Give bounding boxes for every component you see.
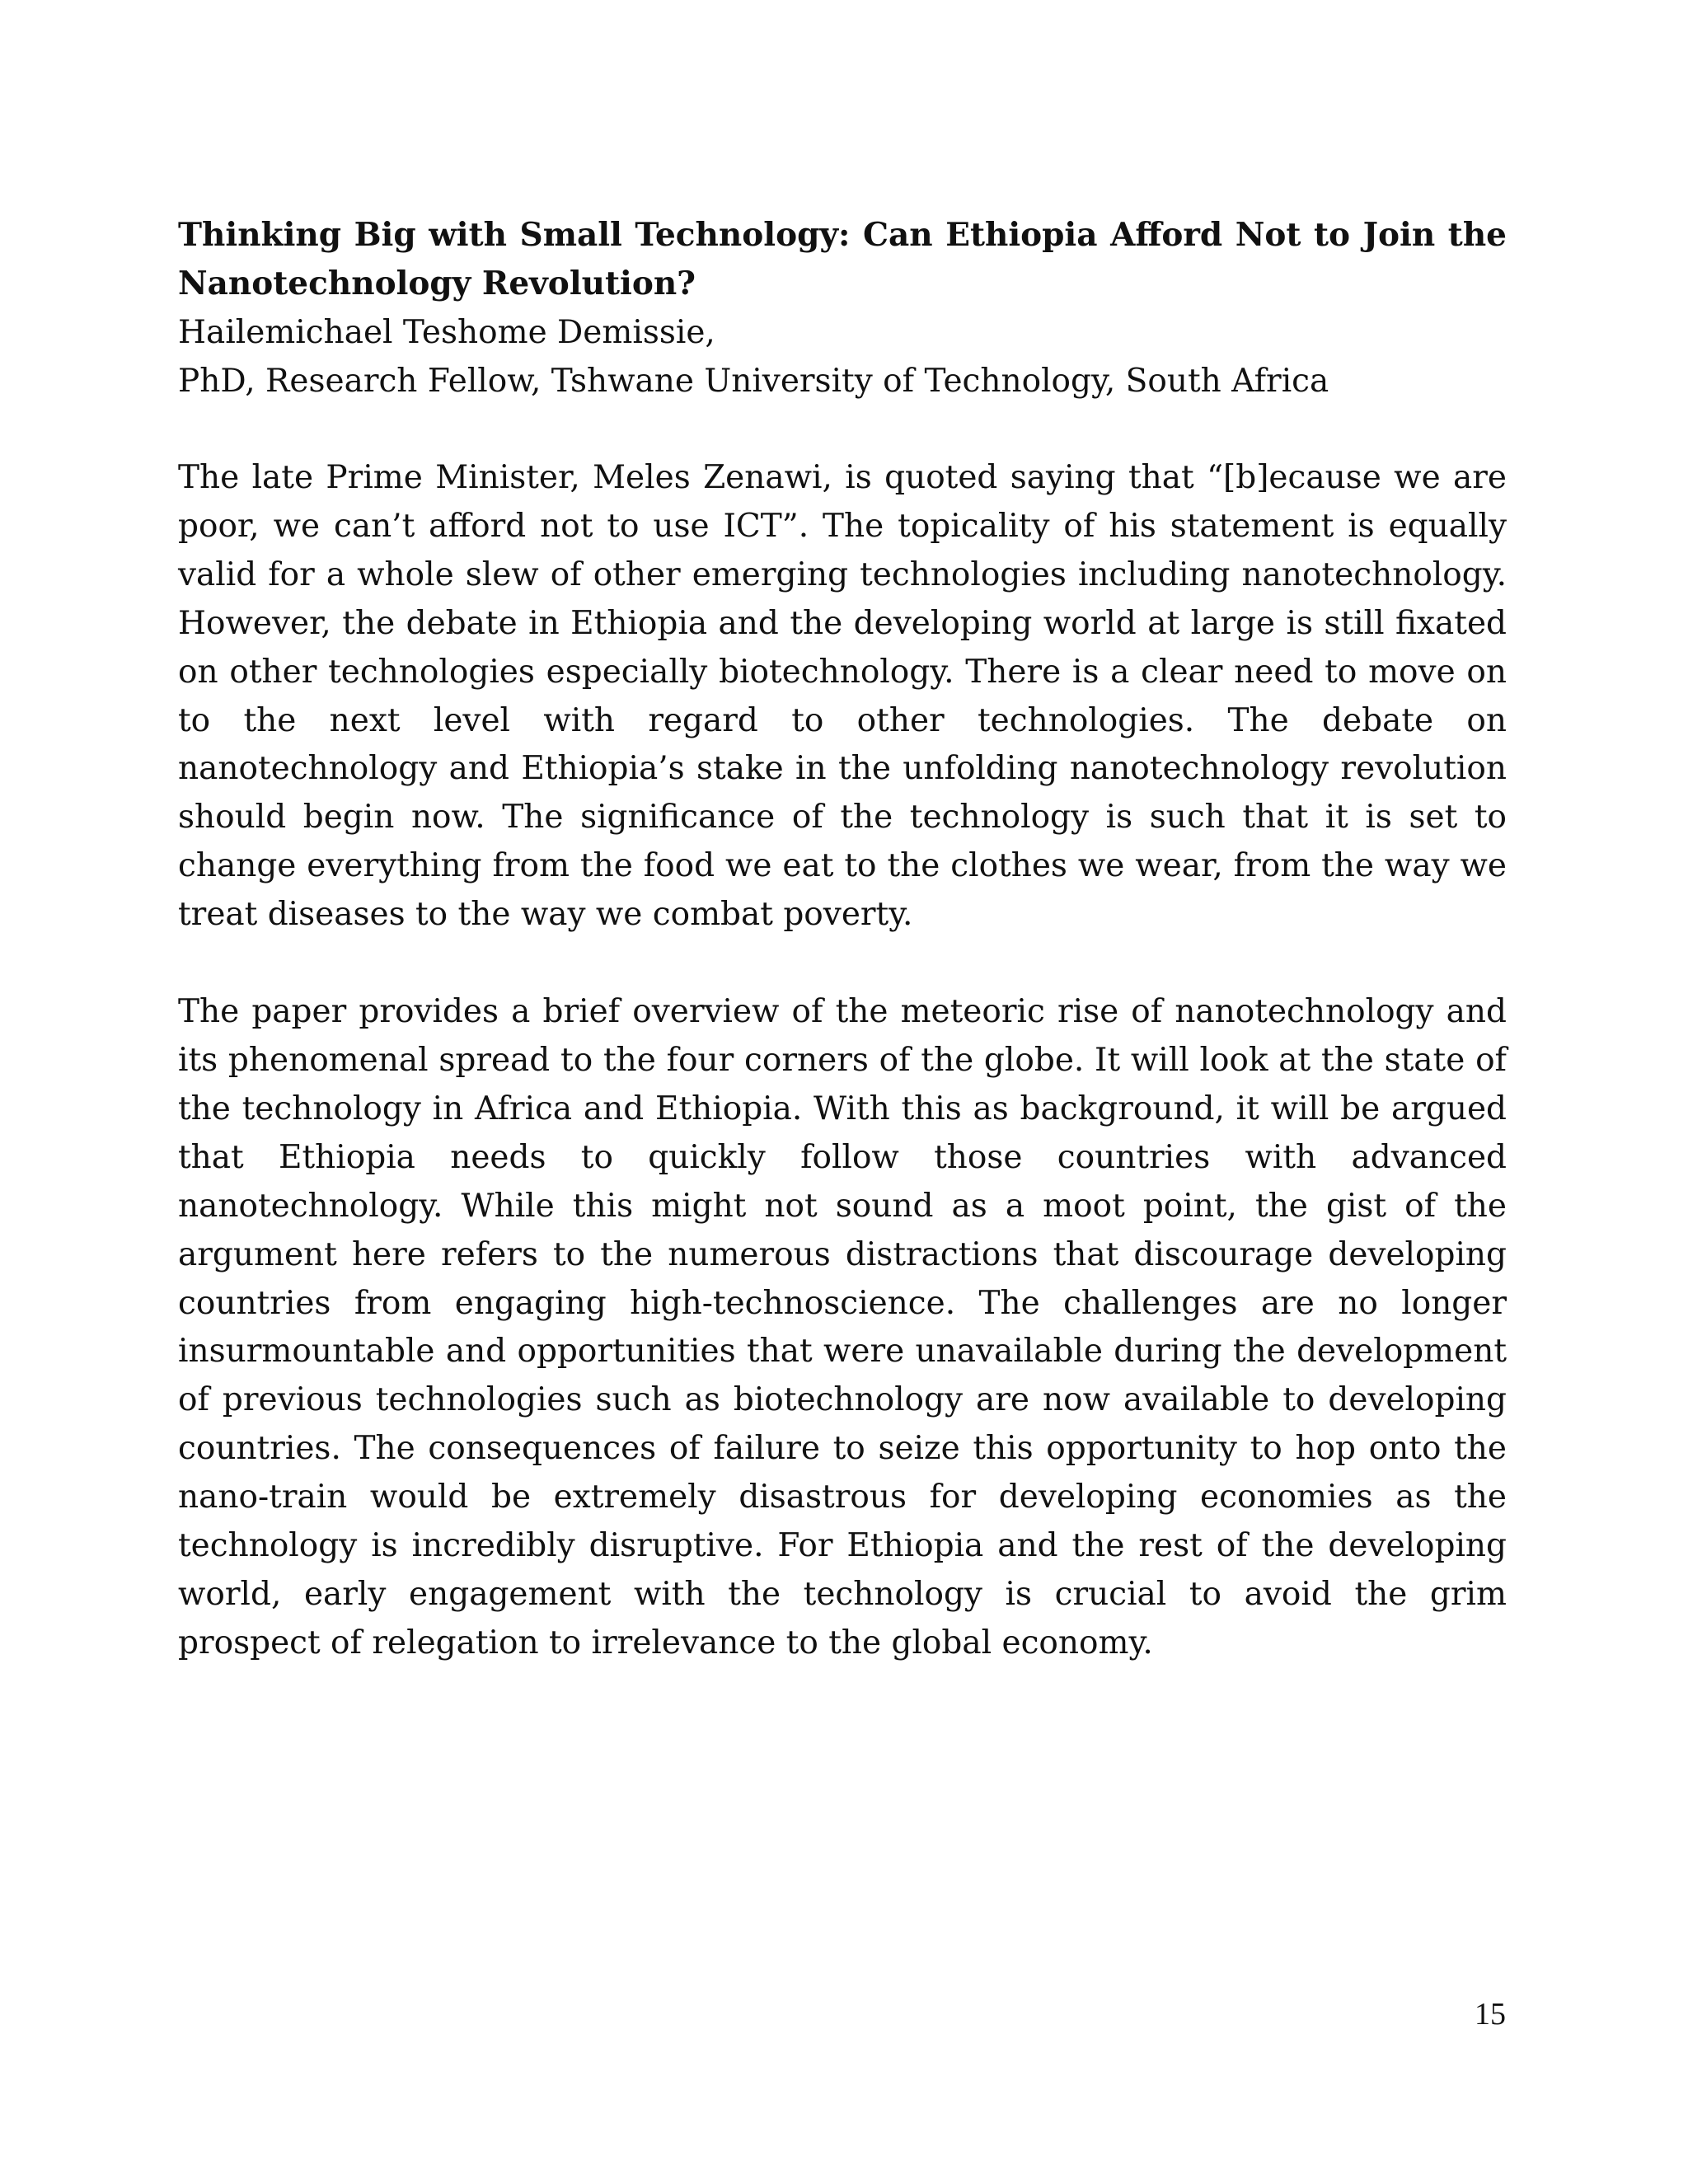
page-content — [178, 211, 1507, 1668]
spacer — [178, 405, 1507, 454]
page-number: 15 — [1475, 1997, 1506, 2032]
author-name: Hailemichael Teshome Demissie, — [178, 314, 715, 351]
paper-title: Thinking Big with Small Technology: Can Ethiopia Afford Not to Join the Nanotechnology Revolution? — [178, 216, 1507, 302]
paragraph-2: The paper provides a brief overview of the meteoric rise of nanotechnology and its phenomenal spread to the four corners of the globe. It will look at the state of the technology in Africa and Ethiopia. With this as background, it will be argued that Ethiopia needs to quickly follow those countries with advanced nanotechnology. While this might not sound as a moot point, the gist of the argument here refers to the numerous distractions that discourage developing countries from engaging high-technoscience. The challenges are no longer insurmountable and opportunities that were unavailable during the development of previous technologies such as biotechnology are now available to developing countries. The consequences of failure to seize this opportunity to hop onto the nano-train would be extremely disastrous for developing economies as the technology is incredibly disruptive. For Ethiopia and the rest of the developing world, early engagement with the technology is crucial to avoid the grim prospect of relegation to irrelevance to the global economy. — [178, 993, 1507, 1661]
paragraph-1: The late Prime Minister, Meles Zenawi, is quoted saying that “[b]ecause we are poor, we can’t afford not to use ICT”. The topicality of his statement is equally valid for a whole slew of other emerging technologies including nanotechnology. However, the debate in Ethiopia and the developing world at large is still fixated on other technologies especially biotechnology. There is a clear need to move on to the next level with regard to other technologies. The debate on nanotechnology and Ethiopia’s stake in the unfolding nanotechnology revolution should begin now. The significance of the technology is such that it is set to change everything from the food we eat to the clothes we wear, from the way we treat diseases to the way we combat poverty. — [178, 459, 1507, 934]
spacer — [178, 940, 1507, 988]
author-affiliation: PhD, Research Fellow, Tshwane University of Technology, South Africa — [178, 363, 1329, 400]
